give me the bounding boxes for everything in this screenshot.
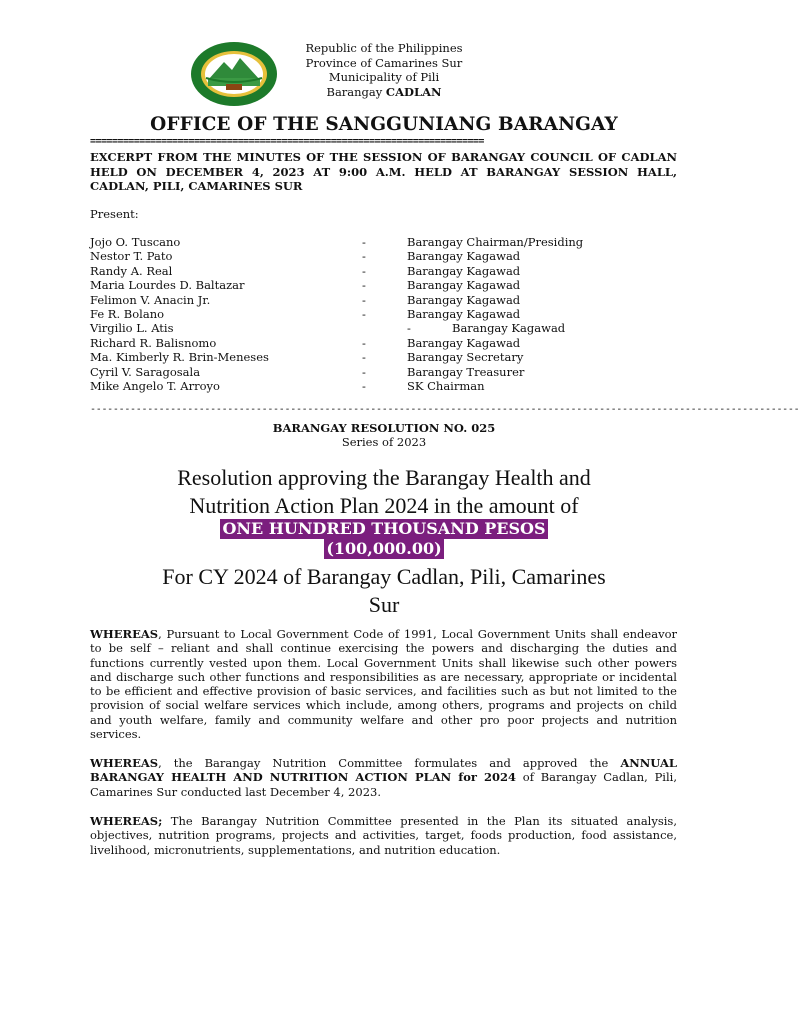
attendee-row bbox=[90, 249, 690, 263]
attendee-name: Fe R. Bolano bbox=[90, 306, 165, 321]
whereas-text: , the Barangay Nutrition Committee formulates and approved the bbox=[158, 756, 621, 770]
attendee-row bbox=[90, 264, 690, 278]
attendee-name: Randy A. Real bbox=[90, 263, 173, 278]
attendee-dash: - bbox=[407, 321, 411, 336]
whereas-text: , Pursuant to Local Government Code of 1991, Local Government Units shall endeavor to be self – reliant and shall continue exercising the powers and discharging the duties and functions currently vested upon them. Local Government Units shall likewise such other powers and discharge such other functions and responsibilities as are necessary, appropriate or incidental to be efficient and effective provision of basic services, and facilities such as but not limited to the provision of social welfare services which include, among others, programs and projects on child and youth welfare, family and community welfare and other pro poor projects and nutrition services. bbox=[90, 627, 677, 742]
barangay-seal-logo bbox=[188, 40, 280, 108]
header-line-province: Province of Camarines Sur bbox=[305, 55, 463, 70]
header-line-republic: Republic of the Philippines bbox=[305, 41, 463, 55]
whereas-paragraph-1 bbox=[90, 627, 677, 741]
title-line-4: Sur bbox=[368, 592, 400, 617]
whereas-emphasis: ANNUAL BARANGAY HEALTH AND NUTRITION ACTION PLAN for 2024 bbox=[90, 756, 677, 785]
attendee-row bbox=[90, 379, 690, 393]
attendee-position: Barangay Kagawad bbox=[407, 335, 521, 350]
attendee-name: Maria Lourdes D. Baltazar bbox=[90, 278, 245, 293]
resolution-number: BARANGAY RESOLUTION NO. 025 bbox=[272, 421, 496, 435]
title-line-2: Nutrition Action Plan 2024 in the amount of bbox=[189, 493, 579, 518]
dash-divider: ---------------------------------------------------------------------------------------------------------------------------- bbox=[90, 404, 799, 415]
amount-figures: (100,000.00) bbox=[326, 539, 442, 558]
attendee-position: Barangay Treasurer bbox=[407, 364, 525, 379]
header-line-barangay bbox=[305, 85, 462, 100]
attendee-dash: - bbox=[362, 278, 366, 293]
attendee-row bbox=[90, 307, 690, 321]
attendee-name: Virgilio L. Atis bbox=[90, 321, 174, 336]
attendee-name: Felimon V. Anacin Jr. bbox=[90, 292, 211, 307]
attendee-position: SK Chairman bbox=[407, 378, 485, 393]
office-title: OFFICE OF THE SANGGUNIANG BARANGAY bbox=[150, 114, 618, 135]
attendee-name: Jojo O. Tuscano bbox=[90, 235, 181, 249]
attendee-name: Richard R. Balisnomo bbox=[90, 335, 217, 350]
attendee-name: Cyril V. Saragosala bbox=[90, 364, 201, 379]
attendee-dash: - bbox=[362, 235, 366, 249]
attendee-dash: - bbox=[362, 249, 366, 264]
attendee-dash: - bbox=[362, 335, 366, 350]
header-line-municipality: Municipality of Pili bbox=[328, 70, 440, 84]
attendee-dash: - bbox=[362, 306, 366, 321]
attendee-position: Barangay Kagawad bbox=[407, 306, 521, 321]
attendee-position: Barangay Secretary bbox=[407, 350, 524, 365]
title-line-1: Resolution approving the Barangay Health and bbox=[177, 465, 591, 490]
attendance-list bbox=[90, 235, 690, 393]
attendee-row bbox=[90, 293, 690, 307]
attendee-row bbox=[90, 321, 690, 335]
attendee-position: Barangay Kagawad bbox=[407, 292, 521, 307]
present-label: Present: bbox=[90, 207, 139, 221]
amount-highlight bbox=[0, 519, 768, 559]
attendee-position: Barangay Kagawad bbox=[407, 263, 521, 278]
attendee-position: Barangay Kagawad bbox=[452, 321, 566, 336]
whereas-text: The Barangay Nutrition Committee presented in the Plan its situated analysis, objectives, nutrition programs, projects and activities, target, foods production, food assistance, livelihood, micronutrients, supplementations, and nutrition education. bbox=[90, 814, 677, 857]
attendee-row bbox=[90, 350, 690, 364]
whereas-text: of Barangay Cadlan, Pili, Camarines Sur conducted last December 4, 2023. bbox=[90, 770, 678, 799]
resolution-title-bottom bbox=[0, 563, 768, 619]
amount-words: ONE HUNDRED THOUSAND PESOS bbox=[222, 519, 546, 538]
excerpt-heading: EXCERPT FROM THE MINUTES OF THE SESSION OF BARANGAY COUNCIL OF CADLAN HELD ON DECEMBER 4, 2023 AT 9:00 A.M. HELD AT BARANGAY SESSION HALL, CADLAN, PILI, CAMARINES SUR bbox=[90, 150, 677, 193]
header-barangay-name: CADLAN bbox=[385, 84, 442, 99]
resolution-series: Series of 2023 bbox=[341, 435, 427, 449]
attendee-dash: - bbox=[362, 378, 366, 393]
attendee-name: Nestor T. Pato bbox=[90, 249, 173, 264]
whereas-paragraph-3 bbox=[90, 814, 677, 857]
whereas-lead: WHEREAS bbox=[90, 627, 159, 641]
header-barangay-prefix: Barangay bbox=[326, 84, 386, 99]
equals-divider: ======================================================================== bbox=[90, 136, 484, 147]
attendee-position: Barangay Kagawad bbox=[407, 249, 521, 264]
title-line-3: For CY 2024 of Barangay Cadlan, Pili, Camarines bbox=[162, 564, 606, 589]
attendee-row bbox=[90, 365, 690, 379]
attendee-position: Barangay Kagawad bbox=[407, 278, 521, 293]
attendee-dash: - bbox=[362, 350, 366, 365]
whereas-lead: WHEREAS; bbox=[90, 814, 163, 828]
attendee-row bbox=[90, 336, 690, 350]
attendee-dash: - bbox=[362, 364, 366, 379]
attendee-name: Mike Angelo T. Arroyo bbox=[90, 378, 220, 393]
whereas-paragraph-2 bbox=[90, 756, 677, 799]
whereas-lead: WHEREAS bbox=[90, 756, 159, 770]
attendee-row bbox=[90, 235, 690, 249]
government-header bbox=[305, 41, 462, 99]
attendee-position: Barangay Chairman/Presiding bbox=[407, 235, 584, 249]
attendee-name: Ma. Kimberly R. Brin-Meneses bbox=[90, 350, 269, 365]
attendee-dash: - bbox=[362, 263, 366, 278]
attendee-row bbox=[90, 278, 690, 292]
resolution-title-top bbox=[0, 464, 768, 520]
attendee-dash: - bbox=[362, 292, 366, 307]
